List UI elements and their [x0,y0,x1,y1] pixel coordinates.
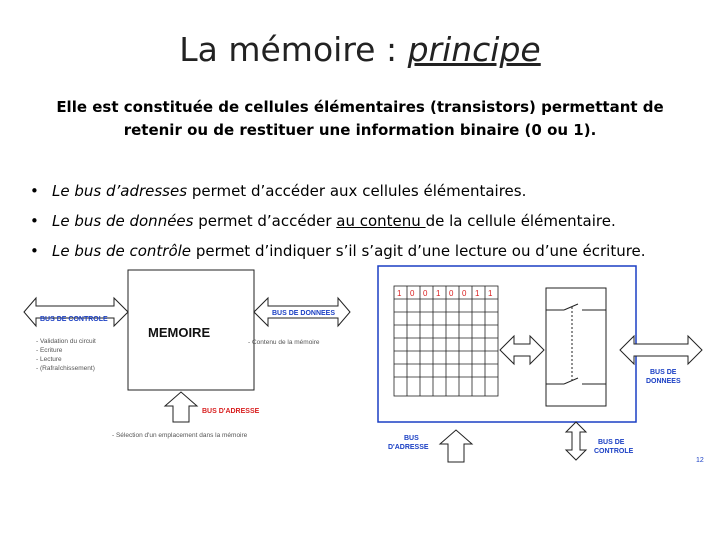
bullet-icon: • [30,242,39,260]
address-bus-label: BUS D'ADRESSE [202,408,260,415]
bullet-text: permet d’indiquer s’il s’agit d’une lecture ou d’une écriture. [191,242,646,260]
address-item: - Sélection d'un emplacement dans la mémoire [112,432,248,439]
bullet-data-bus [28,206,708,236]
slide-title [0,30,720,69]
memory-label: MEMOIRE [148,325,211,340]
bit-cell: 1 [475,289,480,298]
data-item: - Contenu de la mémoire [248,339,320,346]
control-item: - Validation du circuit [36,338,96,345]
internal-data-arrow [500,336,544,364]
control-bus-label: BUS DE CONTROLE [40,316,108,323]
bullet-text: permet d’accéder aux cellules élémentaires. [187,182,527,200]
bullet-text: permet d’accéder [193,212,337,230]
control-item: - (Rafraîchissement) [36,365,95,372]
control-bus-label: BUS DE [598,439,625,446]
control-bus-label: CONTROLE [594,448,634,455]
data-bus-label: BUS DE [650,369,677,376]
bullet-icon: • [30,212,39,230]
intro-text: Elle est constituée de cellules élémentaires (transistors) permettant de retenir ou de restituer une information binaire (0 ou 1). [56,98,664,139]
bullet-list [28,176,708,266]
bullet-term: Le bus de données [52,212,194,230]
memory-block-diagram [22,268,352,448]
address-bus-arrow [440,430,472,462]
switch-box [546,288,606,406]
bullet-icon: • [30,182,39,200]
bit-cell: 0 [423,289,428,298]
data-bus-label: DONNEES [646,378,681,385]
bit-cell: 0 [410,289,415,298]
control-item: - Ecriture [36,347,63,354]
control-bus-arrow [566,422,586,460]
control-item: - Lecture [36,356,62,363]
data-bus-arrow [620,336,702,364]
bullet-term: Le bus de contrôle [52,242,192,260]
address-bus-label: D'ADRESSE [388,444,429,451]
memory-cells-diagram [368,264,714,474]
bullet-term: Le bus d’adresses [52,182,188,200]
bit-cell: 0 [462,289,467,298]
address-bus-label: BUS [404,435,419,442]
bit-cell: 0 [449,289,454,298]
cell-grid [394,286,498,396]
page-number: 12 [696,457,704,464]
address-bus-arrow [165,392,197,422]
bit-cell: 1 [488,289,493,298]
title-main: La mémoire : [179,30,408,69]
bullet-underlined-text: au contenu [336,212,426,230]
bullet-text-end: de la cellule élémentaire. [425,212,616,230]
data-bus-label: BUS DE DONNEES [272,310,336,317]
bit-cell: 1 [397,289,402,298]
bit-cell: 1 [436,289,441,298]
title-emphasis: principe [407,30,541,69]
bullet-control-bus [28,236,708,266]
bullet-address-bus [28,176,708,206]
